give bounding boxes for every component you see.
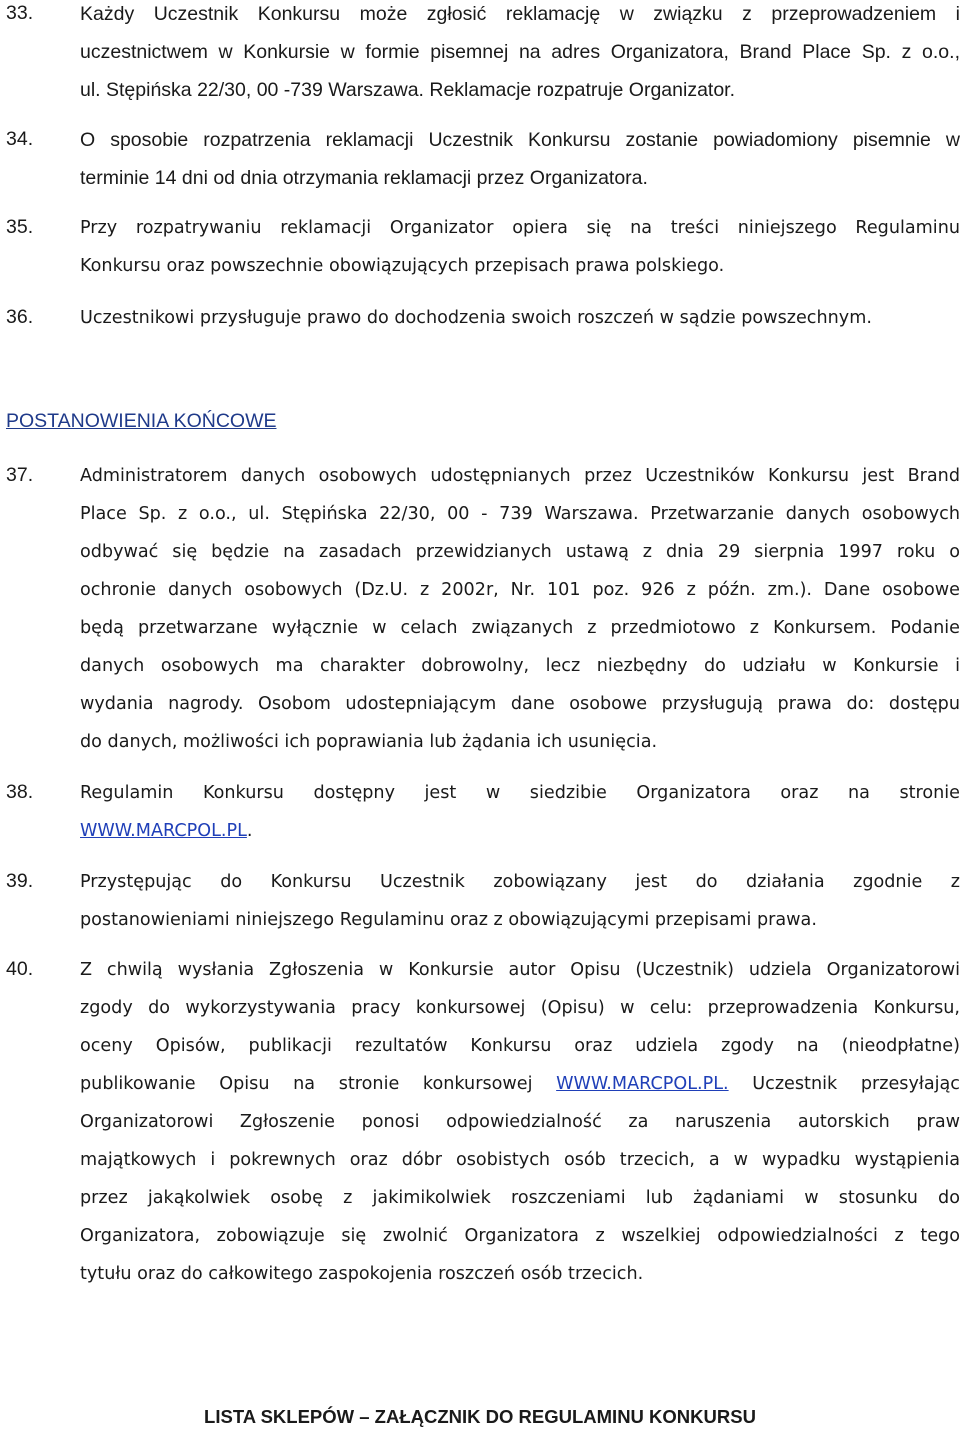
paragraph-number: 34. [6, 128, 34, 150]
paragraph-line: ochronie danych osobowych (Dz.U. z 2002r, Nr. 101 poz. 926 z późn. zm.). Dane osobowe [80, 580, 960, 600]
paragraph-line: Konkursu oraz powszechnie obowiązujących przepisach prawa polskiego. [80, 256, 725, 276]
paragraph-line: odbywać się będzie na zasadach przewidzianych ustawą z dnia 29 sierpnia 1997 roku o [80, 542, 960, 562]
paragraph-number: 37. [6, 464, 34, 486]
paragraph-line: uczestnictwem w Konkursie w formie pisemnej na adres Organizatora, Brand Place Sp. z o.o., [80, 41, 960, 63]
paragraph-line: wydania nagrody. Osobom udostepniającym dane osobowe przysługują prawa do: dostępu [80, 694, 960, 714]
paragraph-number: 35. [6, 216, 34, 238]
paragraph-line: będą przetwarzane wyłącznie w celach związanych z przedmiotowo z Konkursem. Podanie [80, 618, 960, 638]
paragraph-line: Uczestnikowi przysługuje prawo do dochodzenia swoich roszczeń w sądzie powszechnym. [80, 308, 872, 328]
paragraph-line: przez jakąkolwiek osobę z jakimikolwiek roszczeniami lub żądaniami w stosunku do [80, 1188, 960, 1208]
paragraph-number: 39. [6, 870, 34, 892]
paragraph-line: zgody do wykorzystywania pracy konkursowej (Opisu) w celu: przeprowadzenia Konkursu, [80, 998, 960, 1018]
paragraph-line-with-link [80, 1072, 960, 1096]
paragraph-line: majątkowych i pokrewnych oraz dóbr osobistych osób trzecich, a w wypadku wystąpienia [80, 1150, 960, 1170]
paragraph-line: Przy rozpatrywaniu reklamacji Organizator opiera się na treści niniejszego Regulaminu [80, 218, 960, 238]
paragraph-line: oceny Opisów, publikacji rezultatów Konkursu oraz udziela zgody na (nieodpłatne) [80, 1036, 960, 1056]
paragraph-line: Administratorem danych osobowych udostępnianych przez Uczestników Konkursu jest Brand [80, 466, 960, 486]
paragraph-line: Z chwilą wysłania Zgłoszenia w Konkursie autor Opisu (Uczestnik) udziela Organizatorowi [80, 960, 960, 980]
footer-title: LISTA SKLEPÓW – ZAŁĄCZNIK DO REGULAMINU KONKURSU [204, 1406, 756, 1427]
paragraph-line: tytułu oraz do całkowitego zaspokojenia roszczeń osób trzecich. [80, 1264, 644, 1284]
paragraph-number: 38. [6, 781, 34, 803]
paragraph-line: Każdy Uczestnik Konkursu może zgłosić reklamację w związku z przeprowadzeniem i [80, 3, 960, 25]
paragraph-line: terminie 14 dni od dnia otrzymania reklamacji przez Organizatora. [80, 167, 648, 189]
paragraph-number: 33. [6, 2, 34, 24]
paragraph-line: Place Sp. z o.o., ul. Stępińska 22/30, 00 - 739 Warszawa. Przetwarzanie danych osobowych [80, 504, 960, 524]
paragraph-number: 36. [6, 306, 34, 328]
paragraph-line: Organizatora, zobowiązuje się zwolnić Organizatora z wszelkiej odpowiedzialności z tego [80, 1226, 960, 1246]
marcpol-link[interactable]: WWW.MARCPOL.PL. [556, 1074, 729, 1094]
link-suffix: . [246, 821, 253, 841]
paragraph-line: Organizatorowi Zgłoszenie ponosi odpowiedzialność za naruszenia autorskich praw [80, 1112, 960, 1132]
paragraph-line: danych osobowych ma charakter dobrowolny, lecz niezbędny do udziału w Konkursie i [80, 656, 960, 676]
paragraph-line: O sposobie rozpatrzenia reklamacji Uczestnik Konkursu zostanie powiadomiony pisemnie w [80, 129, 960, 151]
line-suffix: Uczestnik przesyłając [752, 1074, 960, 1094]
paragraph-number: 40. [6, 958, 34, 980]
section-heading: POSTANOWIENIA KOŃCOWE [6, 410, 277, 432]
paragraph-line: do danych, możliwości ich poprawiania lub żądania ich usunięcia. [80, 732, 658, 752]
marcpol-link[interactable]: WWW.MARCPOL.PL [80, 821, 247, 841]
line-prefix: publikowanie Opisu na stronie konkursowej [80, 1074, 533, 1094]
paragraph-line: Przystępując do Konkursu Uczestnik zobowiązany jest do działania zgodnie z [80, 872, 960, 892]
paragraph-line: ul. Stępińska 22/30, 00 -739 Warszawa. Reklamacje rozpatruje Organizator. [80, 79, 736, 101]
paragraph-line-link [80, 819, 960, 843]
paragraph-line: Regulamin Konkursu dostępny jest w siedzibie Organizatora oraz na stronie [80, 783, 960, 803]
paragraph-line: postanowieniami niniejszego Regulaminu oraz z obowiązującymi przepisami prawa. [80, 910, 817, 930]
